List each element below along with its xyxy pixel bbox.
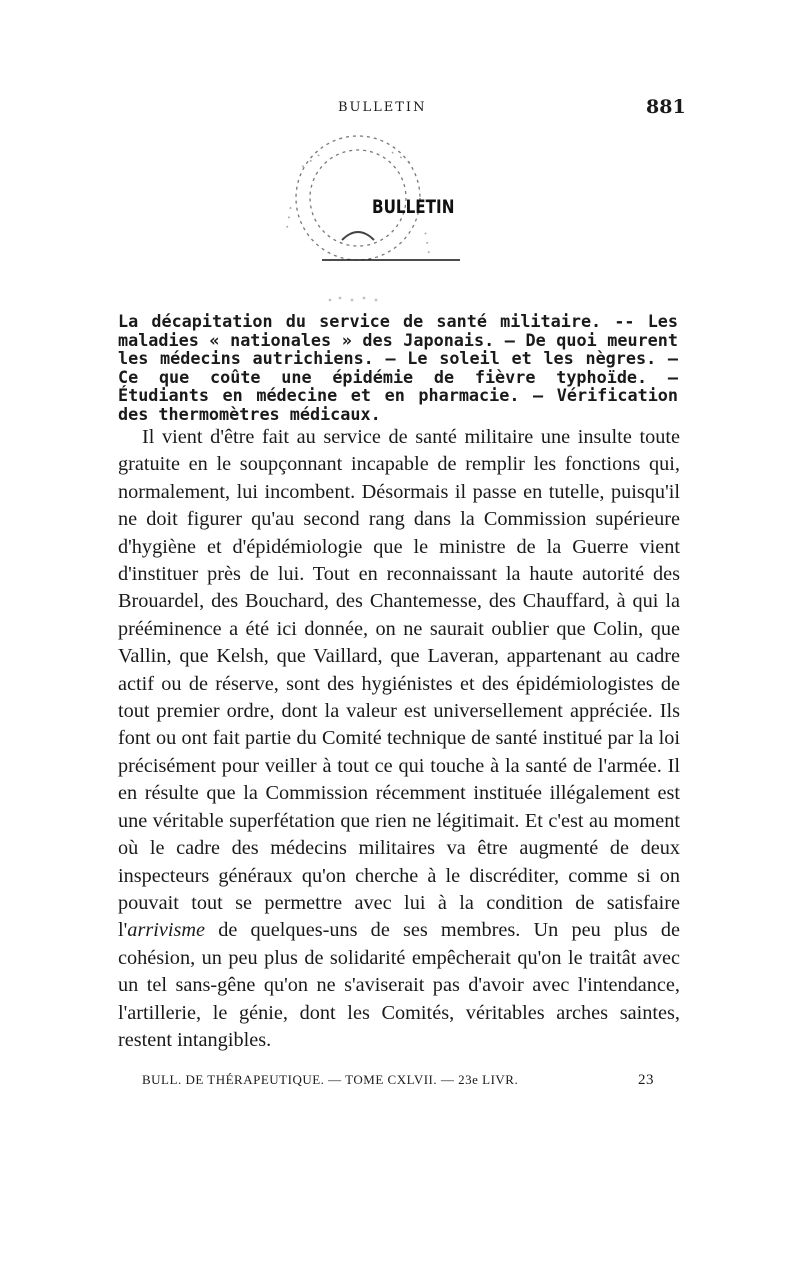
svg-text:· · ·: · · · [386,143,416,172]
footer-signature: 23 [638,1072,654,1088]
body-text-part-1: Il vient d'être fait au service de santé militaire une insulte toute gratuite en le soupçonnant incapable de remplir les fonctions qui, normalement, lui incombent. Désormais il passe en tutelle, puisqu'il ne doit figurer qu'au second rang dans la Commission supérieure d'hygiène et d'épidémiologie que le ministre de la Guerre vient d'instituer près de lui. Tout en reconnaissant la haute autorité des Brouardel, des Bouchard, des Chantemesse, des Chauffard, à qui la prééminence a été ici donnée, on ne saurait oublier que Colin, que Vallin, que Kelsh, que Vaillard, que Laveran, appartenant au cadre actif ou de réserve, sont des hygiénistes et des épidémiologistes de tout premier ordre, dont la valeur est universellement appréciée. Ils font ou ont fait partie du Comité technique de santé institué par la loi précisément pour veiller à tout ce qui touche à la santé de l'armée. Il en résulte que la Commission récemment instituée illégalement est une véritable superfétation que rien ne légitimait. Et c'est au moment où le cadre des médecins militaires va être augmenté de deux inspecteurs généraux qu'on cherche à le discréditer, comme si on pouvait tout se permettre avec lui à la condition de satisfaire l' [118,426,680,942]
page-number: 881 [646,96,686,118]
body-text [118,424,680,1054]
body-text-part-2: de quelques-uns de ses membres. Un peu plus de cohésion, un peu plus de solidarité empêcherait qu'on le traitât avec un tel sans-gêne qu'on ne s'aviserait pas d'avoir avec l'intendance, l'artillerie, le génie, dont les Comités, véritables arches saintes, restent intangibles. [118,919,680,1051]
running-head: BULLETIN [338,100,427,115]
footer-journal: BULL. DE THÉRAPEUTIQUE. — TOME CXLVII. — 23e LIVR. [142,1072,519,1087]
svg-text:· · ·: · · · [295,146,326,176]
body-paragraph [118,424,680,1054]
svg-text:· · ·: · · · [278,204,301,231]
svg-text:· · ·: · · · [416,229,438,257]
library-stamp [278,112,474,312]
stamp-label: BULLETIN [372,196,455,218]
body-italic-term: arrivisme [127,919,206,942]
page-footer [142,1072,654,1089]
summary-paragraph: La décapitation du service de santé militaire. -- Les maladies « nationales » des Japonais. — De quoi meurent les médecins autrichiens. — Le soleil et les nègres. — Ce que coûte une épidémie de fièvre typhoïde. — Étudiants en médecine et en pharmacie. — Vérification des thermomètres médicaux. [118,311,678,424]
